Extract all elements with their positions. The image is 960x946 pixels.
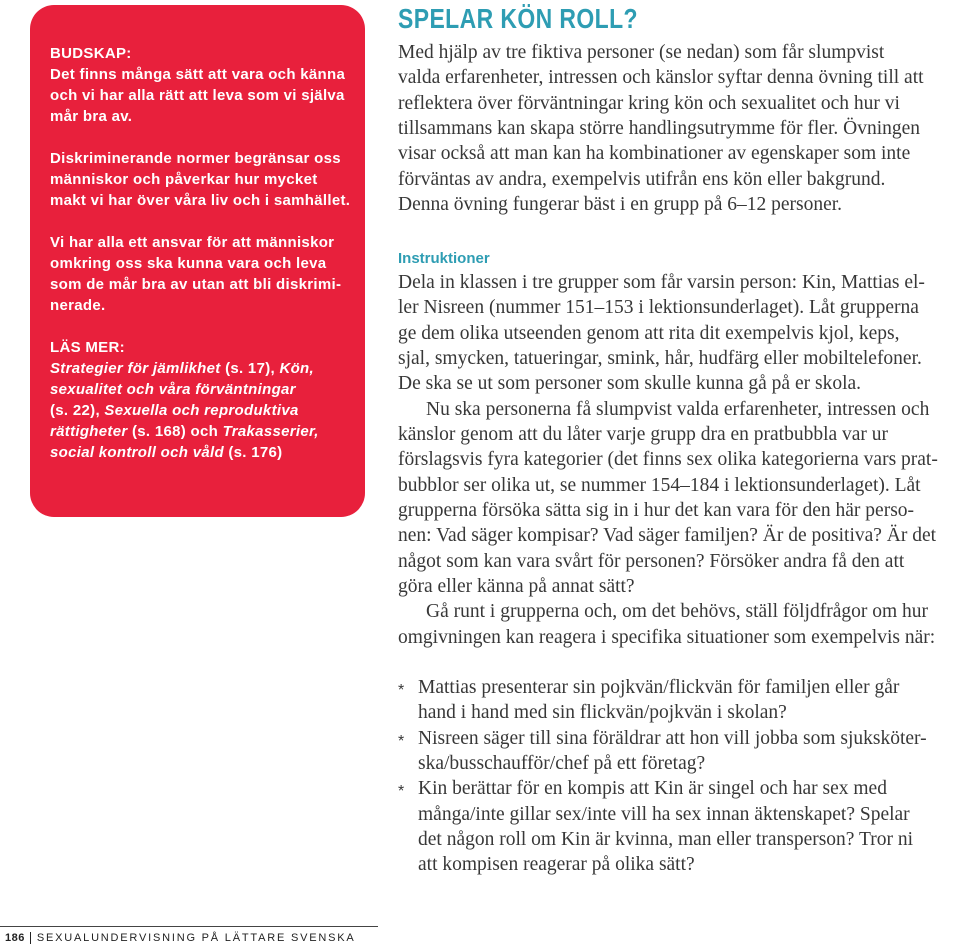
intro-line: valda erfarenheter, intressen och känslor syftar denna övning till att: [398, 67, 924, 89]
intro-line: Med hjälp av tre fiktiva personer (se nedan) som får slumpvist: [398, 42, 885, 63]
instructions-line: omgivningen kan reagera i specifika situationer som exempelvis när:: [398, 626, 936, 648]
instructions-line: De ska se ut som personer som skulle kunna gå på er skola.: [398, 373, 862, 395]
read-more-line: [50, 400, 365, 421]
reference-page: (s. 176): [228, 444, 283, 461]
budskap-heading: BUDSKAP:: [50, 45, 132, 62]
message-line: mår bra av.: [50, 108, 133, 125]
bullet-line: att kompisen reagerar på olika sätt?: [418, 854, 695, 876]
bullet-line: Kin berättar för en kompis att Kin är singel och har sex med: [418, 778, 887, 800]
responsibility-line: som de mår bra av utan att bli diskrimi-: [50, 276, 342, 293]
reference-page: (s. 168) och: [131, 423, 219, 440]
bullet-line: ska/busschaufför/chef på ett företag?: [418, 753, 706, 775]
article-title: SPELAR KÖN ROLL?: [398, 3, 638, 34]
bullet-line: det någon roll om Kin är kvinna, man eller transperson? Tror ni: [418, 829, 913, 851]
spacer: [50, 211, 365, 232]
reference-page: (s. 17),: [225, 360, 275, 377]
instructions-line: göra eller känna på annat sätt?: [398, 576, 635, 598]
responsibility-line: Vi har alla ett ansvar för att människor: [50, 234, 335, 251]
reference-title: Kön,: [279, 360, 314, 377]
bullet-line: många/inte gillar sex/inte vill ha sex innan äktenskapet? Spelar: [418, 803, 910, 825]
instructions-line: något som kan vara svårt för personen? Försöker andra få den att: [398, 550, 905, 572]
article: [398, 0, 958, 920]
instructions-line: förslagsvis fyra kategorier (det finns sex olika kategorierna vars prat-: [398, 449, 938, 471]
read-more-line: [50, 358, 365, 379]
message-line: och vi har alla rätt att leva som vi själva: [50, 87, 345, 104]
spacer: [50, 316, 365, 337]
instructions-line: sjal, smycken, tatueringar, smink, hår, hudfärg eller mobiltelefoner.: [398, 348, 922, 370]
reference-title: Trakasserier,: [222, 423, 319, 440]
instructions-line: Gå runt i grupperna och, om det behövs, ställ följdfrågor om hur: [426, 601, 929, 623]
instructions-line: ler Nisreen (nummer 151–153 i lektionsunderlaget). Låt grupperna: [398, 297, 919, 319]
bullet-line: Mattias presenterar sin pojkvän/flickvän för familjen eller går: [418, 677, 900, 698]
instructions-line: nen: Vad säger kompisar? Vad säger familjen? Är de positiva? Är det: [398, 525, 937, 547]
intro-line: reflektera över förväntningar kring kön och sexualitet och hur vi: [398, 92, 900, 114]
bullet-line: hand i hand med sin flickvän/pojkvän i skolan?: [418, 702, 787, 724]
instructions-text: [398, 270, 938, 650]
instructions-line: känslor genom att du låter varje grupp dra en pratbubbla var ur: [398, 424, 889, 446]
instructions-line: Nu ska personerna få slumpvist valda erfarenheter, intressen och: [426, 398, 930, 420]
page-number: 186: [5, 932, 25, 944]
spacer: [50, 127, 365, 148]
reference-title: rättigheter: [50, 423, 128, 440]
norms-line: Diskriminerande normer begränsar oss: [50, 150, 341, 167]
book-title: SEXUALUNDERVISNING PÅ LÄTTARE SVENSKA: [30, 932, 356, 944]
asterisk-bullet-icon: *: [398, 682, 405, 699]
reference-title: sexualitet och våra förväntningar: [50, 381, 296, 398]
page-footer: [5, 932, 356, 945]
instructions-line: Dela in klassen i tre grupper som får varsin person: Kin, Mattias el-: [398, 272, 925, 293]
reference-title: Sexuella och reproduktiva: [104, 402, 299, 419]
responsibility-line: omkring oss ska kunna vara och leva: [50, 255, 327, 272]
asterisk-bullet-icon: *: [398, 783, 405, 801]
responsibility-line: nerade.: [50, 297, 106, 314]
scenario-list: [398, 675, 927, 878]
intro-line: förväntas av andra, exempelvis utifrån ens kön eller bakgrund.: [398, 168, 886, 190]
intro-line: Denna övning fungerar bäst i en grupp på 6–12 personer.: [398, 194, 843, 216]
instructions-line: bubblor ser olika ut, se nummer 154–184 i lektionsunderlaget). Låt: [398, 474, 921, 496]
reference-title: Strategier för jämlikhet: [50, 360, 221, 377]
read-more-line: [50, 379, 365, 400]
reference-title: social kontroll och våld: [50, 444, 224, 461]
footer-divider: [0, 926, 378, 927]
read-more-line: [50, 421, 365, 442]
read-more-line: [50, 442, 365, 463]
list-item: [398, 776, 927, 877]
reference-page: (s. 22),: [50, 402, 100, 419]
instructions-line: ge dem olika utseenden genom att rita dit exempelvis kjol, keps,: [398, 322, 900, 344]
instructions-line: grupperna försöka sätta sig in i hur det kan vara för den här perso-: [398, 500, 915, 522]
intro-paragraph: [398, 40, 924, 217]
intro-line: tillsammans kan skapa större handlingsutrymme för fler. Övningen: [398, 118, 921, 140]
instructions-heading: Instruktioner: [398, 250, 490, 267]
intro-line: visar också att man kan ha kombinationer av egenskaper som inte: [398, 143, 911, 165]
norms-line: människor och påverkar hur mycket: [50, 171, 318, 188]
bullet-line: Nisreen säger till sina föräldrar att hon vill jobba som sjuksköter-: [418, 727, 927, 749]
message-box: [30, 5, 365, 517]
read-more-heading: LÄS MER:: [50, 339, 125, 356]
list-item: [398, 726, 927, 777]
asterisk-bullet-icon: *: [398, 732, 405, 750]
norms-line: makt vi har över våra liv och i samhället.: [50, 192, 351, 209]
message-line: Det finns många sätt att vara och känna: [50, 66, 346, 83]
list-item: [398, 675, 927, 726]
